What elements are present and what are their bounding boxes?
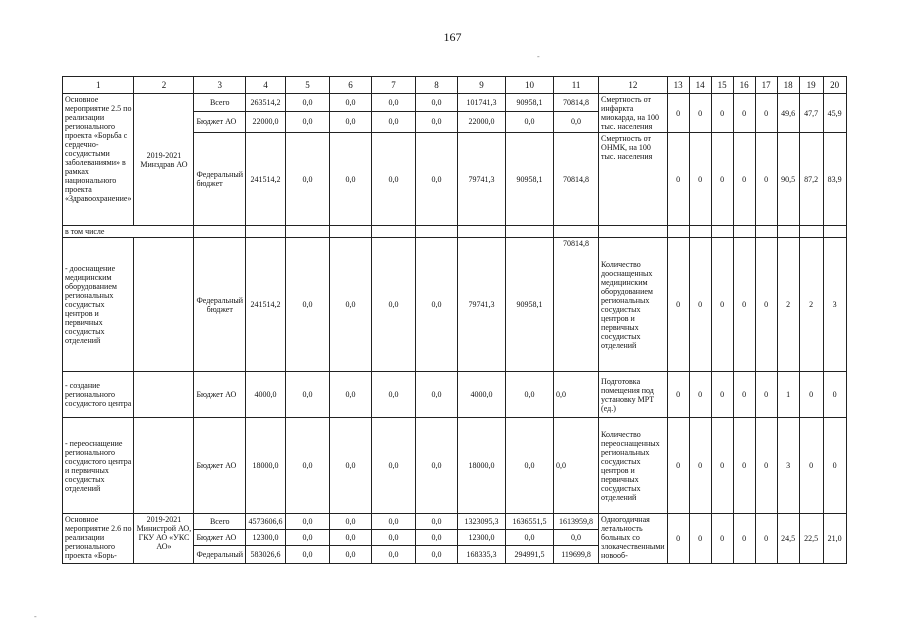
- amount: 1323095,3: [458, 514, 506, 530]
- amount: 0,0: [372, 133, 416, 226]
- amount: 90958,1: [506, 238, 554, 372]
- amount-total: 263514,2: [246, 94, 286, 112]
- indicator-value: 87,2: [799, 133, 823, 226]
- amount: 0,0: [372, 546, 416, 564]
- period-executor: 2019-2021 Минздрав АО: [134, 94, 194, 226]
- amount: 0,0: [330, 530, 372, 546]
- amount: 0,0: [330, 372, 372, 418]
- funding-source: Бюджет АО: [194, 111, 246, 132]
- page-number: 167: [443, 30, 462, 44]
- amount: 294991,5: [506, 546, 554, 564]
- indicator-value: 0: [667, 133, 689, 226]
- table-row: [63, 226, 847, 238]
- indicator-value: 0: [733, 418, 755, 514]
- indicator-value: 0: [823, 418, 846, 514]
- indicator-value: 3: [823, 238, 846, 372]
- amount: 0,0: [554, 418, 599, 514]
- amount: 0,0: [286, 530, 330, 546]
- period-executor: 2019-2021 Министрой АО, ГКУ АО «УКС АО»: [134, 514, 194, 564]
- amount: 0,0: [506, 372, 554, 418]
- amount: 90958,1: [506, 133, 554, 226]
- amount: 0,0: [372, 530, 416, 546]
- indicator-name: Количество переоснащенных региональных сосудистых центров и первичных сосудистых отделений: [599, 418, 668, 514]
- amount: 0,0: [416, 418, 458, 514]
- indicator-value: 0: [755, 418, 777, 514]
- funding-source: Бюджет АО: [194, 372, 246, 418]
- funding-source: Всего: [194, 514, 246, 530]
- amount-total: 241514,2: [246, 238, 286, 372]
- amount: 79741,3: [458, 238, 506, 372]
- amount: 0,0: [286, 372, 330, 418]
- header-cell: 14: [689, 77, 711, 94]
- amount: 0,0: [286, 514, 330, 530]
- program-table: [62, 76, 847, 564]
- amount: 0,0: [372, 238, 416, 372]
- amount: 0,0: [286, 418, 330, 514]
- amount: 0,0: [416, 514, 458, 530]
- amount: 0,0: [330, 514, 372, 530]
- indicator-value: 0: [755, 372, 777, 418]
- indicator-value: 90,5: [777, 133, 799, 226]
- header-cell: 6: [330, 77, 372, 94]
- indicator-value: 24,5: [777, 514, 799, 564]
- amount: 0,0: [554, 530, 599, 546]
- amount: 0,0: [554, 372, 599, 418]
- amount: 0,0: [506, 530, 554, 546]
- amount: 1636551,5: [506, 514, 554, 530]
- indicator-value: 0: [733, 372, 755, 418]
- indicator-value: 0: [755, 238, 777, 372]
- indicator-value: 0: [799, 372, 823, 418]
- header-cell: 2: [134, 77, 194, 94]
- table-row: [63, 372, 847, 418]
- header-cell: 12: [599, 77, 668, 94]
- indicator-name: Подготовка помещения под установку МРТ (ед.): [599, 372, 668, 418]
- funding-source: Федеральный бюджет: [194, 238, 246, 372]
- amount: 0,0: [372, 111, 416, 132]
- amount-total: 18000,0: [246, 418, 286, 514]
- amount: 0,0: [372, 418, 416, 514]
- indicator-value: 0: [689, 372, 711, 418]
- indicator-value: 0: [689, 418, 711, 514]
- amount: 101741,3: [458, 94, 506, 112]
- amount: 4000,0: [458, 372, 506, 418]
- indicator-value: 2: [799, 238, 823, 372]
- amount: 0,0: [416, 133, 458, 226]
- indicator-name: Смертность от инфаркта миокарда, на 100 тыс. населения: [599, 94, 668, 133]
- activity-name: - дооснащение медицинским оборудованием региональных сосудистых центров и первичных сосудистых отделений: [63, 238, 134, 372]
- header-cell: 9: [458, 77, 506, 94]
- activity-name: - создание регионального сосудистого центра: [63, 372, 134, 418]
- funding-source: Бюджет АО: [194, 530, 246, 546]
- header-cell: 16: [733, 77, 755, 94]
- indicator-value: 0: [733, 133, 755, 226]
- amount: 0,0: [330, 111, 372, 132]
- amount: 0,0: [372, 514, 416, 530]
- funding-source: Федеральный: [194, 546, 246, 564]
- amount: 0,0: [416, 238, 458, 372]
- amount-total: 4000,0: [246, 372, 286, 418]
- amount: 0,0: [330, 133, 372, 226]
- indicator-value: 0: [667, 238, 689, 372]
- amount: 0,0: [372, 94, 416, 112]
- amount: 0,0: [554, 111, 599, 132]
- amount: 1613959,8: [554, 514, 599, 530]
- table-row: [63, 514, 847, 530]
- indicator-value: 2: [777, 238, 799, 372]
- amount: 0,0: [416, 372, 458, 418]
- amount-total: 22000,0: [246, 111, 286, 132]
- amount: 0,0: [286, 94, 330, 112]
- indicator-value: 0: [689, 514, 711, 564]
- indicator-value: 21,0: [823, 514, 846, 564]
- indicator-value: 0: [799, 418, 823, 514]
- activity-name: Основное мероприятие 2.5 по реализации регионального проекта «Борьба с сердечно-сосудистыми заболеваниями» в рамках национального проекта «Здравоохранение»: [63, 94, 134, 226]
- header-cell: 18: [777, 77, 799, 94]
- funding-source: Федеральный бюджет: [194, 133, 246, 226]
- table-row: [63, 418, 847, 514]
- amount: 22000,0: [458, 111, 506, 132]
- indicator-value: 0: [689, 238, 711, 372]
- indicator-value: 0: [733, 514, 755, 564]
- amount: 0,0: [416, 530, 458, 546]
- header-cell: 19: [799, 77, 823, 94]
- table-row: [63, 238, 847, 372]
- amount: 0,0: [286, 133, 330, 226]
- amount: 0,0: [506, 111, 554, 132]
- including-label: в том числе: [63, 226, 194, 238]
- table-row: [63, 94, 847, 112]
- indicator-name: Одногодичная летальность больных со злокачественными новооб-: [599, 514, 668, 564]
- indicator-value: 83,9: [823, 133, 846, 226]
- header-row: [63, 77, 847, 94]
- indicator-name: Количество дооснащенных медицинским оборудованием региональных сосудистых центров и первичных сосудистых отделений: [599, 238, 668, 372]
- amount: 70814,8: [554, 133, 599, 226]
- amount: 0,0: [286, 546, 330, 564]
- indicator-value: 0: [689, 94, 711, 133]
- header-cell: 10: [506, 77, 554, 94]
- indicator-value: 0: [711, 514, 733, 564]
- indicator-value: 0: [823, 372, 846, 418]
- indicator-value: 0: [733, 94, 755, 133]
- amount: 12300,0: [458, 530, 506, 546]
- amount: 0,0: [286, 111, 330, 132]
- indicator-value: 0: [711, 238, 733, 372]
- scan-mark: -: [34, 612, 37, 621]
- amount-total: 4573606,6: [246, 514, 286, 530]
- indicator-value: 0: [755, 133, 777, 226]
- header-cell: 17: [755, 77, 777, 94]
- indicator-value: 49,6: [777, 94, 799, 133]
- amount: 0,0: [330, 418, 372, 514]
- funding-source: Бюджет АО: [194, 418, 246, 514]
- indicator-value: 1: [777, 372, 799, 418]
- amount: 168335,3: [458, 546, 506, 564]
- indicator-value: 0: [711, 418, 733, 514]
- amount: 119699,8: [554, 546, 599, 564]
- indicator-value: 0: [711, 133, 733, 226]
- indicator-value: 0: [755, 514, 777, 564]
- indicator-value: 0: [667, 514, 689, 564]
- amount: 0,0: [416, 546, 458, 564]
- amount: 0,0: [330, 238, 372, 372]
- indicator-value: 0: [755, 94, 777, 133]
- indicator-name: Смертность от ОНМК, на 100 тыс. населения: [599, 133, 668, 226]
- amount-total: 583026,6: [246, 546, 286, 564]
- amount: 18000,0: [458, 418, 506, 514]
- amount-total: 241514,2: [246, 133, 286, 226]
- amount: 0,0: [286, 238, 330, 372]
- indicator-value: 3: [777, 418, 799, 514]
- amount: 79741,3: [458, 133, 506, 226]
- indicator-value: 0: [667, 372, 689, 418]
- amount: 0,0: [416, 111, 458, 132]
- header-cell: 8: [416, 77, 458, 94]
- header-cell: 13: [667, 77, 689, 94]
- amount: 0,0: [506, 418, 554, 514]
- amount: 0,0: [330, 94, 372, 112]
- indicator-value: 0: [711, 372, 733, 418]
- funding-source: Всего: [194, 94, 246, 112]
- header-cell: 5: [286, 77, 330, 94]
- indicator-value: 0: [733, 238, 755, 372]
- activity-name: - переоснащение регионального сосудистого центра и первичных сосудистых отделений: [63, 418, 134, 514]
- amount-total: 12300,0: [246, 530, 286, 546]
- header-cell: 11: [554, 77, 599, 94]
- amount: 0,0: [372, 372, 416, 418]
- amount: 70814,8: [554, 238, 599, 372]
- amount: 90958,1: [506, 94, 554, 112]
- indicator-value: 22,5: [799, 514, 823, 564]
- amount: 0,0: [416, 94, 458, 112]
- header-cell: 7: [372, 77, 416, 94]
- header-cell: 4: [246, 77, 286, 94]
- activity-name: Основное мероприятие 2.6 по реализации регионального проекта «Борь-: [63, 514, 134, 564]
- amount: 0,0: [330, 546, 372, 564]
- scan-mark: -: [537, 52, 540, 61]
- amount: 70814,8: [554, 94, 599, 112]
- indicator-value: 0: [667, 94, 689, 133]
- header-cell: 15: [711, 77, 733, 94]
- indicator-value: 0: [689, 133, 711, 226]
- indicator-value: 47,7: [799, 94, 823, 133]
- header-cell: 1: [63, 77, 134, 94]
- indicator-value: 0: [711, 94, 733, 133]
- header-cell: 20: [823, 77, 846, 94]
- indicator-value: 45,9: [823, 94, 846, 133]
- header-cell: 3: [194, 77, 246, 94]
- indicator-value: 0: [667, 418, 689, 514]
